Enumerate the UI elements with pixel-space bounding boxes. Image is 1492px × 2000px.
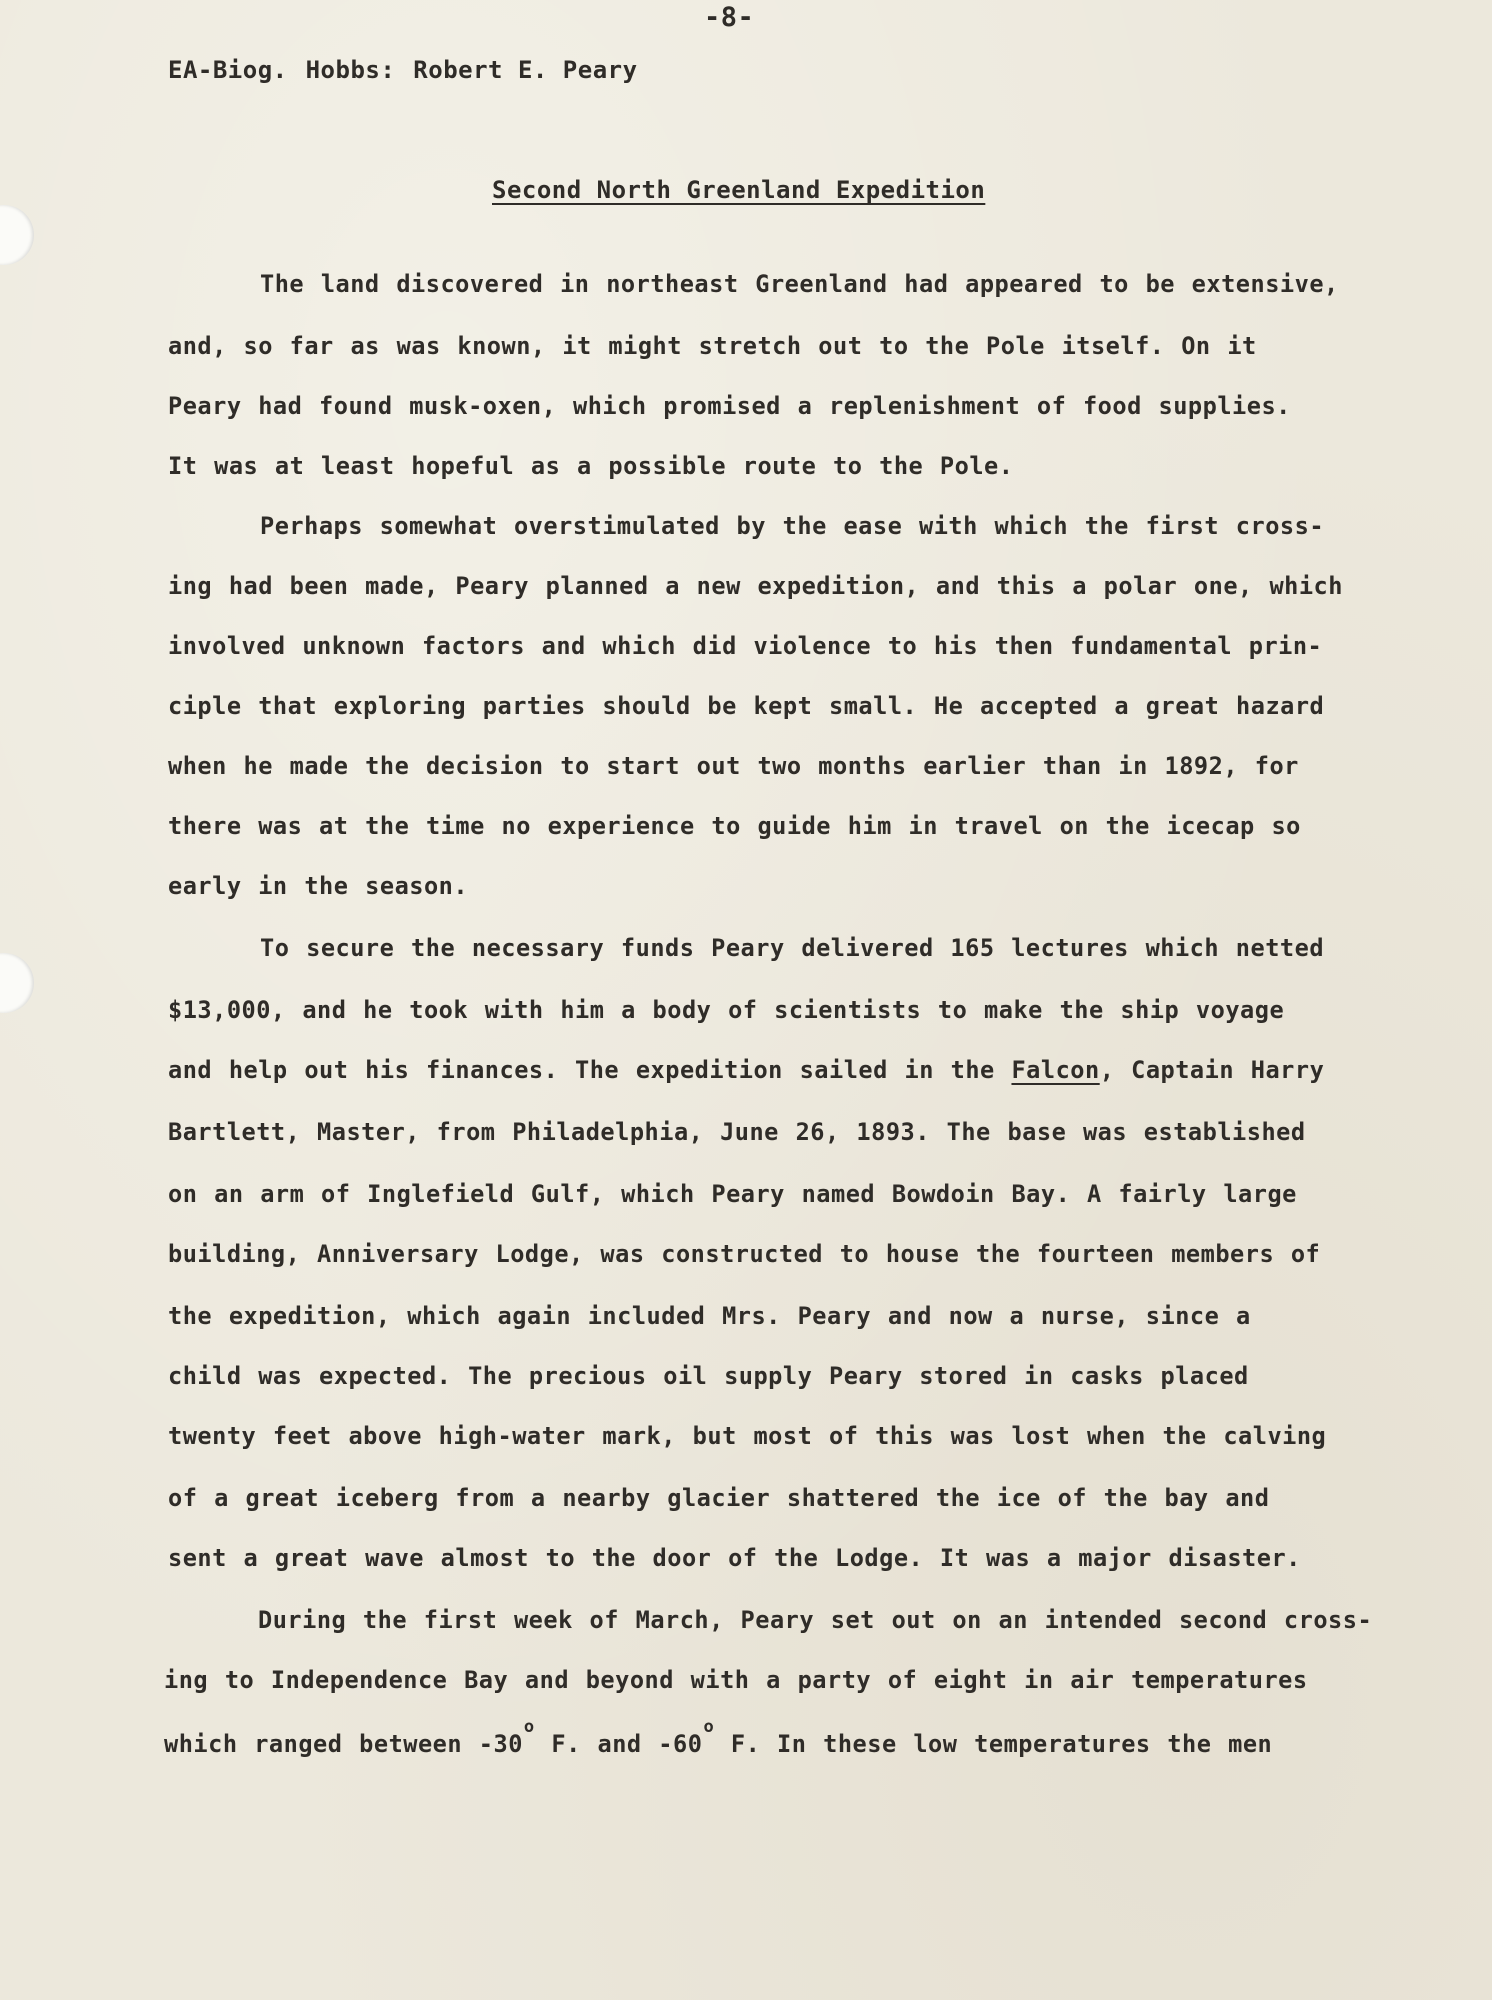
text-line: involved unknown factors and which did violence to his then fundamental prin- [168,632,1323,660]
text-line: twenty feet above high-water mark, but most of this was lost when the calving [168,1422,1327,1450]
text-line: During the first week of March, Peary set out on an intended second cross- [258,1606,1373,1634]
falcon-line-after: , Captain Harry [1099,1056,1325,1084]
degree-mark: o [703,1717,715,1737]
page-number: -8- [704,2,755,33]
text-line-temperatures [164,1717,1273,1758]
degree-mark: o [523,1717,535,1737]
header-author: Hobbs: [305,56,396,84]
text-line: To secure the necessary funds Peary delivered 165 lectures which netted [260,934,1325,962]
text-line: when he made the decision to start out two months earlier than in 1892, for [168,752,1299,780]
header-series: EA-Biog. [168,56,288,84]
text-line: of a great iceberg from a nearby glacier shattered the ice of the bay and [168,1484,1270,1512]
text-line: and, so far as was known, it might stretch out to the Pole itself. On it [168,332,1257,360]
ship-name: Falcon [1011,1056,1100,1084]
text-line: on an arm of Inglefield Gulf, which Peary named Bowdoin Bay. A fairly large [168,1180,1297,1208]
temperature-part-c: F. In these low temperatures the men [714,1730,1273,1758]
temperature-part-a: which ranged between -30 [164,1730,523,1758]
falcon-line-before: and help out his finances. The expedition sailed in the [168,1056,1012,1084]
text-line: The land discovered in northeast Greenland had appeared to be extensive, [260,270,1339,298]
text-line-falcon [168,1056,1324,1084]
text-line: ing to Independence Bay and beyond with a party of eight in air temperatures [164,1666,1308,1694]
document-header [168,56,656,84]
text-line: It was at least hopeful as a possible route to the Pole. [168,452,1014,480]
punch-hole-top [0,205,34,265]
text-line: child was expected. The precious oil supply Peary stored in casks placed [168,1362,1249,1390]
text-line: Perhaps somewhat overstimulated by the ease with which the first cross- [260,512,1325,540]
text-line: building, Anniversary Lodge, was constructed to house the fourteen members of [168,1240,1321,1268]
text-line: early in the season. [168,872,469,900]
header-subject: Robert E. Peary [413,56,638,84]
text-line: $13,000, and he took with him a body of scientists to make the ship voyage [168,996,1285,1024]
text-line: the expedition, which again included Mrs. Peary and now a nurse, since a [168,1302,1251,1330]
text-line: ing had been made, Peary planned a new expedition, and this a polar one, which [168,572,1343,600]
text-line: Bartlett, Master, from Philadelphia, June 26, 1893. The base was established [168,1118,1306,1146]
text-line: sent a great wave almost to the door of the Lodge. It was a major disaster. [168,1544,1301,1572]
section-title: Second North Greenland Expedition [492,176,986,204]
text-line: there was at the time no experience to guide him in travel on the icecap so [168,812,1301,840]
text-line: Peary had found musk-oxen, which promised a replenishment of food supplies. [168,392,1291,420]
temperature-part-b: F. and -60 [534,1730,703,1758]
text-line: ciple that exploring parties should be kept small. He accepted a great hazard [168,692,1325,720]
punch-hole-middle [0,953,34,1013]
